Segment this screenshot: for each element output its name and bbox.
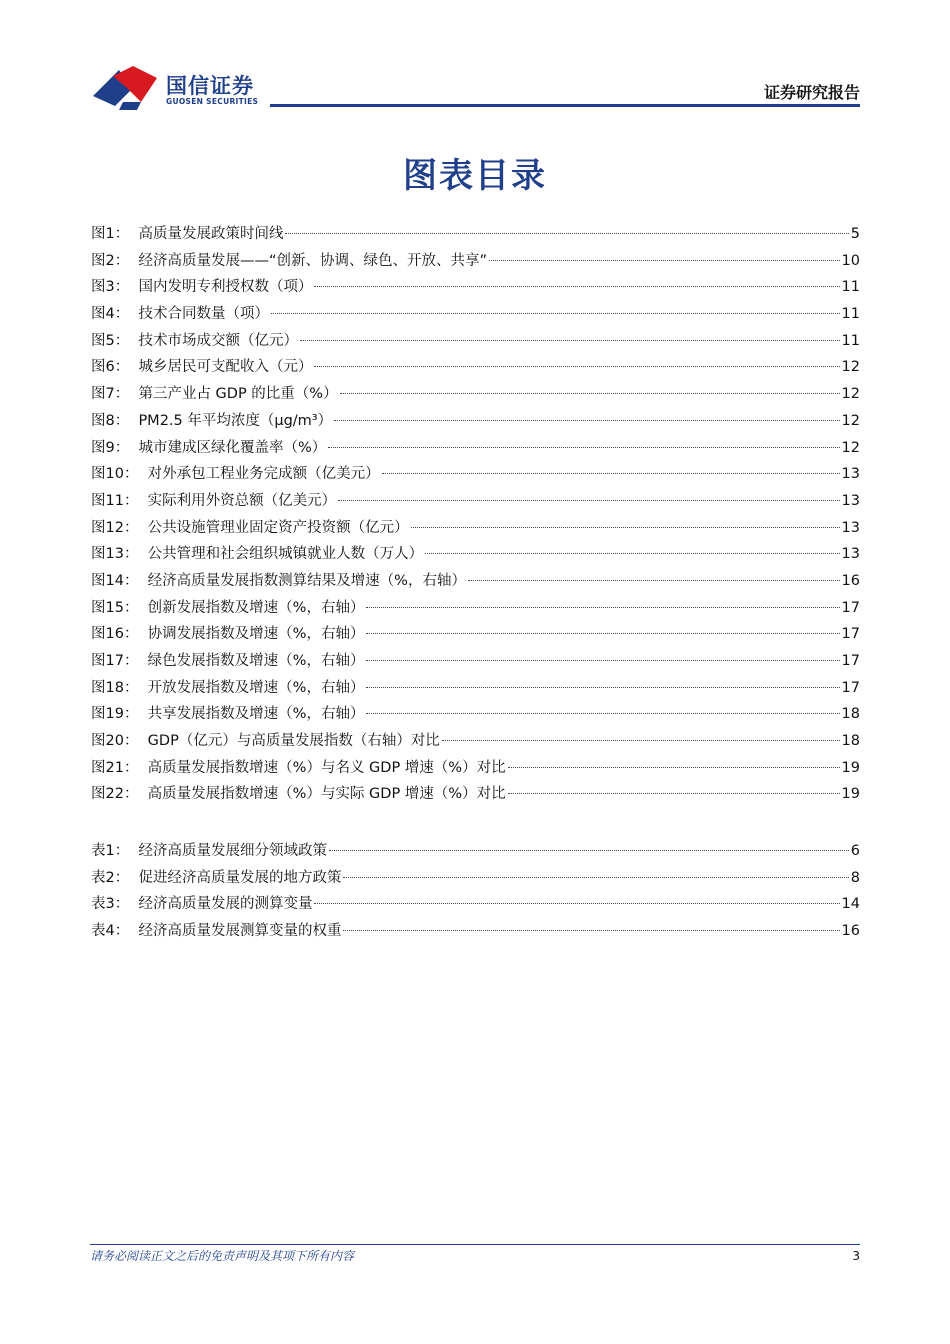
figure-entry-label: 图17： 绿色发展指数及增速（%，右轴） xyxy=(91,653,365,669)
figure-entry[interactable] xyxy=(91,302,860,329)
figure-entry-label: 图11： 实际利用外资总额（亿美元） xyxy=(91,492,337,509)
dot-leader xyxy=(314,366,839,367)
figure-entry-page: 12 xyxy=(841,439,860,456)
dot-leader xyxy=(285,233,848,234)
logo-english-name: GUOSEN SECURITIES xyxy=(166,97,259,106)
figure-entry[interactable] xyxy=(91,516,860,543)
table-entry-label: 表2： 促进经济高质量发展的地方政策 xyxy=(91,869,342,886)
figure-entry-page: 18 xyxy=(841,706,860,723)
table-entry-page: 14 xyxy=(841,896,860,913)
dot-leader xyxy=(338,500,839,501)
figure-entry-page: 17 xyxy=(841,599,860,616)
figure-entry[interactable] xyxy=(91,382,860,409)
dot-leader xyxy=(329,850,849,851)
dot-leader xyxy=(382,473,840,474)
figure-entry-label: 图6： 城乡居民可支配收入（元） xyxy=(91,359,313,376)
figure-entry[interactable] xyxy=(91,676,860,703)
figure-entry[interactable] xyxy=(91,622,860,649)
dot-leader xyxy=(508,793,840,794)
dot-leader xyxy=(425,553,839,554)
figure-entry-label: 图8： PM2.5 年平均浓度（μg/m³） xyxy=(91,412,333,429)
table-entry-label: 表1： 经济高质量发展细分领域政策 xyxy=(91,843,327,859)
figure-entry[interactable] xyxy=(91,329,860,356)
figure-entry-page: 19 xyxy=(841,759,860,776)
figure-entry[interactable] xyxy=(91,649,860,676)
dot-leader xyxy=(343,877,848,878)
figure-entry[interactable] xyxy=(91,729,860,756)
page-number: 3 xyxy=(852,1249,860,1263)
dot-leader xyxy=(314,903,839,904)
table-entry[interactable] xyxy=(91,919,860,946)
figure-entry[interactable] xyxy=(91,702,860,729)
dot-leader xyxy=(366,687,839,688)
table-entry-page: 16 xyxy=(841,923,860,940)
dot-leader xyxy=(366,713,839,714)
figure-entry-page: 10 xyxy=(841,252,860,269)
report-type-label: 证券研究报告 xyxy=(763,83,860,102)
figure-entry-label: 图19： 共享发展指数及增速（%，右轴） xyxy=(91,706,365,723)
table-entry[interactable] xyxy=(91,866,860,893)
figure-entry-page: 11 xyxy=(841,306,860,323)
figure-entry-label: 图20： GDP（亿元）与高质量发展指数（右轴）对比 xyxy=(91,733,440,750)
figure-entry-label: 图14： 经济高质量发展指数测算结果及增速（%，右轴） xyxy=(91,572,466,589)
figure-entry[interactable] xyxy=(91,355,860,382)
figure-entry-label: 图4： 技术合同数量（项） xyxy=(91,306,269,323)
figure-entry-page: 13 xyxy=(841,519,860,536)
figure-entry[interactable] xyxy=(91,462,860,489)
dot-leader xyxy=(442,740,840,741)
figure-entry-page: 11 xyxy=(841,279,860,296)
dot-leader xyxy=(366,607,839,608)
dot-leader xyxy=(314,286,839,287)
figure-entry-label: 图12： 公共设施管理业固定资产投资额（亿元） xyxy=(91,519,409,536)
figure-entry-page: 16 xyxy=(841,572,860,589)
page-title: 图表目录 xyxy=(403,156,547,196)
dot-leader xyxy=(366,633,839,634)
figure-entry-page: 17 xyxy=(841,679,860,696)
figure-entry-label: 图15： 创新发展指数及增速（%，右轴） xyxy=(91,599,365,616)
figure-entry[interactable] xyxy=(91,409,860,436)
footer-disclaimer: 请务必阅读正文之后的免责声明及其项下所有内容 xyxy=(90,1249,355,1263)
dot-leader xyxy=(468,580,840,581)
figure-entry-page: 19 xyxy=(841,786,860,803)
dot-leader xyxy=(334,420,839,421)
figure-entry-label: 图21： 高质量发展指数增速（%）与名义 GDP 增速（%）对比 xyxy=(91,759,506,776)
figure-entry-label: 图13： 公共管理和社会组织城镇就业人数（万人） xyxy=(91,546,424,563)
dot-leader xyxy=(366,660,839,661)
dot-leader xyxy=(271,313,840,314)
dot-leader xyxy=(508,767,840,768)
dot-leader xyxy=(343,930,839,931)
figure-entry-label: 图5： 技术市场成交额（亿元） xyxy=(91,332,298,349)
table-entry[interactable] xyxy=(91,892,860,919)
table-entry-label: 表3： 经济高质量发展的测算变量 xyxy=(91,896,313,913)
figure-entry[interactable] xyxy=(91,249,860,276)
table-entry[interactable] xyxy=(91,839,860,866)
figure-entry[interactable] xyxy=(91,436,860,463)
figure-entry-page: 13 xyxy=(841,546,860,563)
figure-entry-page: 17 xyxy=(841,626,860,643)
table-entry-page: 6 xyxy=(850,843,860,859)
footer-divider xyxy=(90,1244,860,1245)
figure-entry-label: 图7： 第三产业占 GDP 的比重（%） xyxy=(91,386,338,403)
figure-entry[interactable] xyxy=(91,542,860,569)
figure-entry[interactable] xyxy=(91,596,860,623)
figure-entry[interactable] xyxy=(91,222,860,249)
dot-leader xyxy=(340,393,840,394)
figure-entry-page: 17 xyxy=(841,653,860,669)
figure-entry[interactable] xyxy=(91,756,860,783)
table-list xyxy=(91,839,860,946)
figure-entry-label: 图3： 国内发明专利授权数（项） xyxy=(91,279,313,296)
figure-entry[interactable] xyxy=(91,275,860,302)
figure-entry-label: 图1： 高质量发展政策时间线 xyxy=(91,226,284,242)
logo-chinese-name: 国信证券 xyxy=(166,74,254,98)
guosen-logo-icon xyxy=(93,66,157,110)
figure-entry-page: 13 xyxy=(841,466,860,483)
figure-entry[interactable] xyxy=(91,569,860,596)
figure-entry-label: 图9： 城市建成区绿化覆盖率（%） xyxy=(91,439,327,456)
table-entry-page: 8 xyxy=(850,869,860,886)
figure-entry-page: 18 xyxy=(841,733,860,750)
dot-leader xyxy=(489,260,840,261)
header-divider xyxy=(270,104,860,107)
page-header xyxy=(0,0,950,115)
dot-leader xyxy=(328,447,839,448)
figure-entry-page: 5 xyxy=(850,226,860,242)
figure-entry-label: 图22： 高质量发展指数增速（%）与实际 GDP 增速（%）对比 xyxy=(91,786,506,803)
dot-leader xyxy=(300,340,840,341)
dot-leader xyxy=(411,527,840,528)
figure-entry[interactable] xyxy=(91,489,860,516)
figure-entry-page: 13 xyxy=(841,492,860,509)
figure-entry-page: 12 xyxy=(841,386,860,403)
figure-entry-page: 12 xyxy=(841,412,860,429)
figure-entry-page: 11 xyxy=(841,332,860,349)
figure-entry-label: 图18： 开放发展指数及增速（%，右轴） xyxy=(91,679,365,696)
figure-entry-label: 图10： 对外承包工程业务完成额（亿美元） xyxy=(91,466,380,483)
table-entry-label: 表4： 经济高质量发展测算变量的权重 xyxy=(91,923,342,940)
figure-entry-label: 图16： 协调发展指数及增速（%，右轴） xyxy=(91,626,365,643)
figure-list xyxy=(91,222,860,809)
figure-entry[interactable] xyxy=(91,782,860,809)
figure-entry-page: 12 xyxy=(841,359,860,376)
figure-entry-label: 图2： 经济高质量发展——“创新、协调、绿色、开放、共享” xyxy=(91,252,487,269)
